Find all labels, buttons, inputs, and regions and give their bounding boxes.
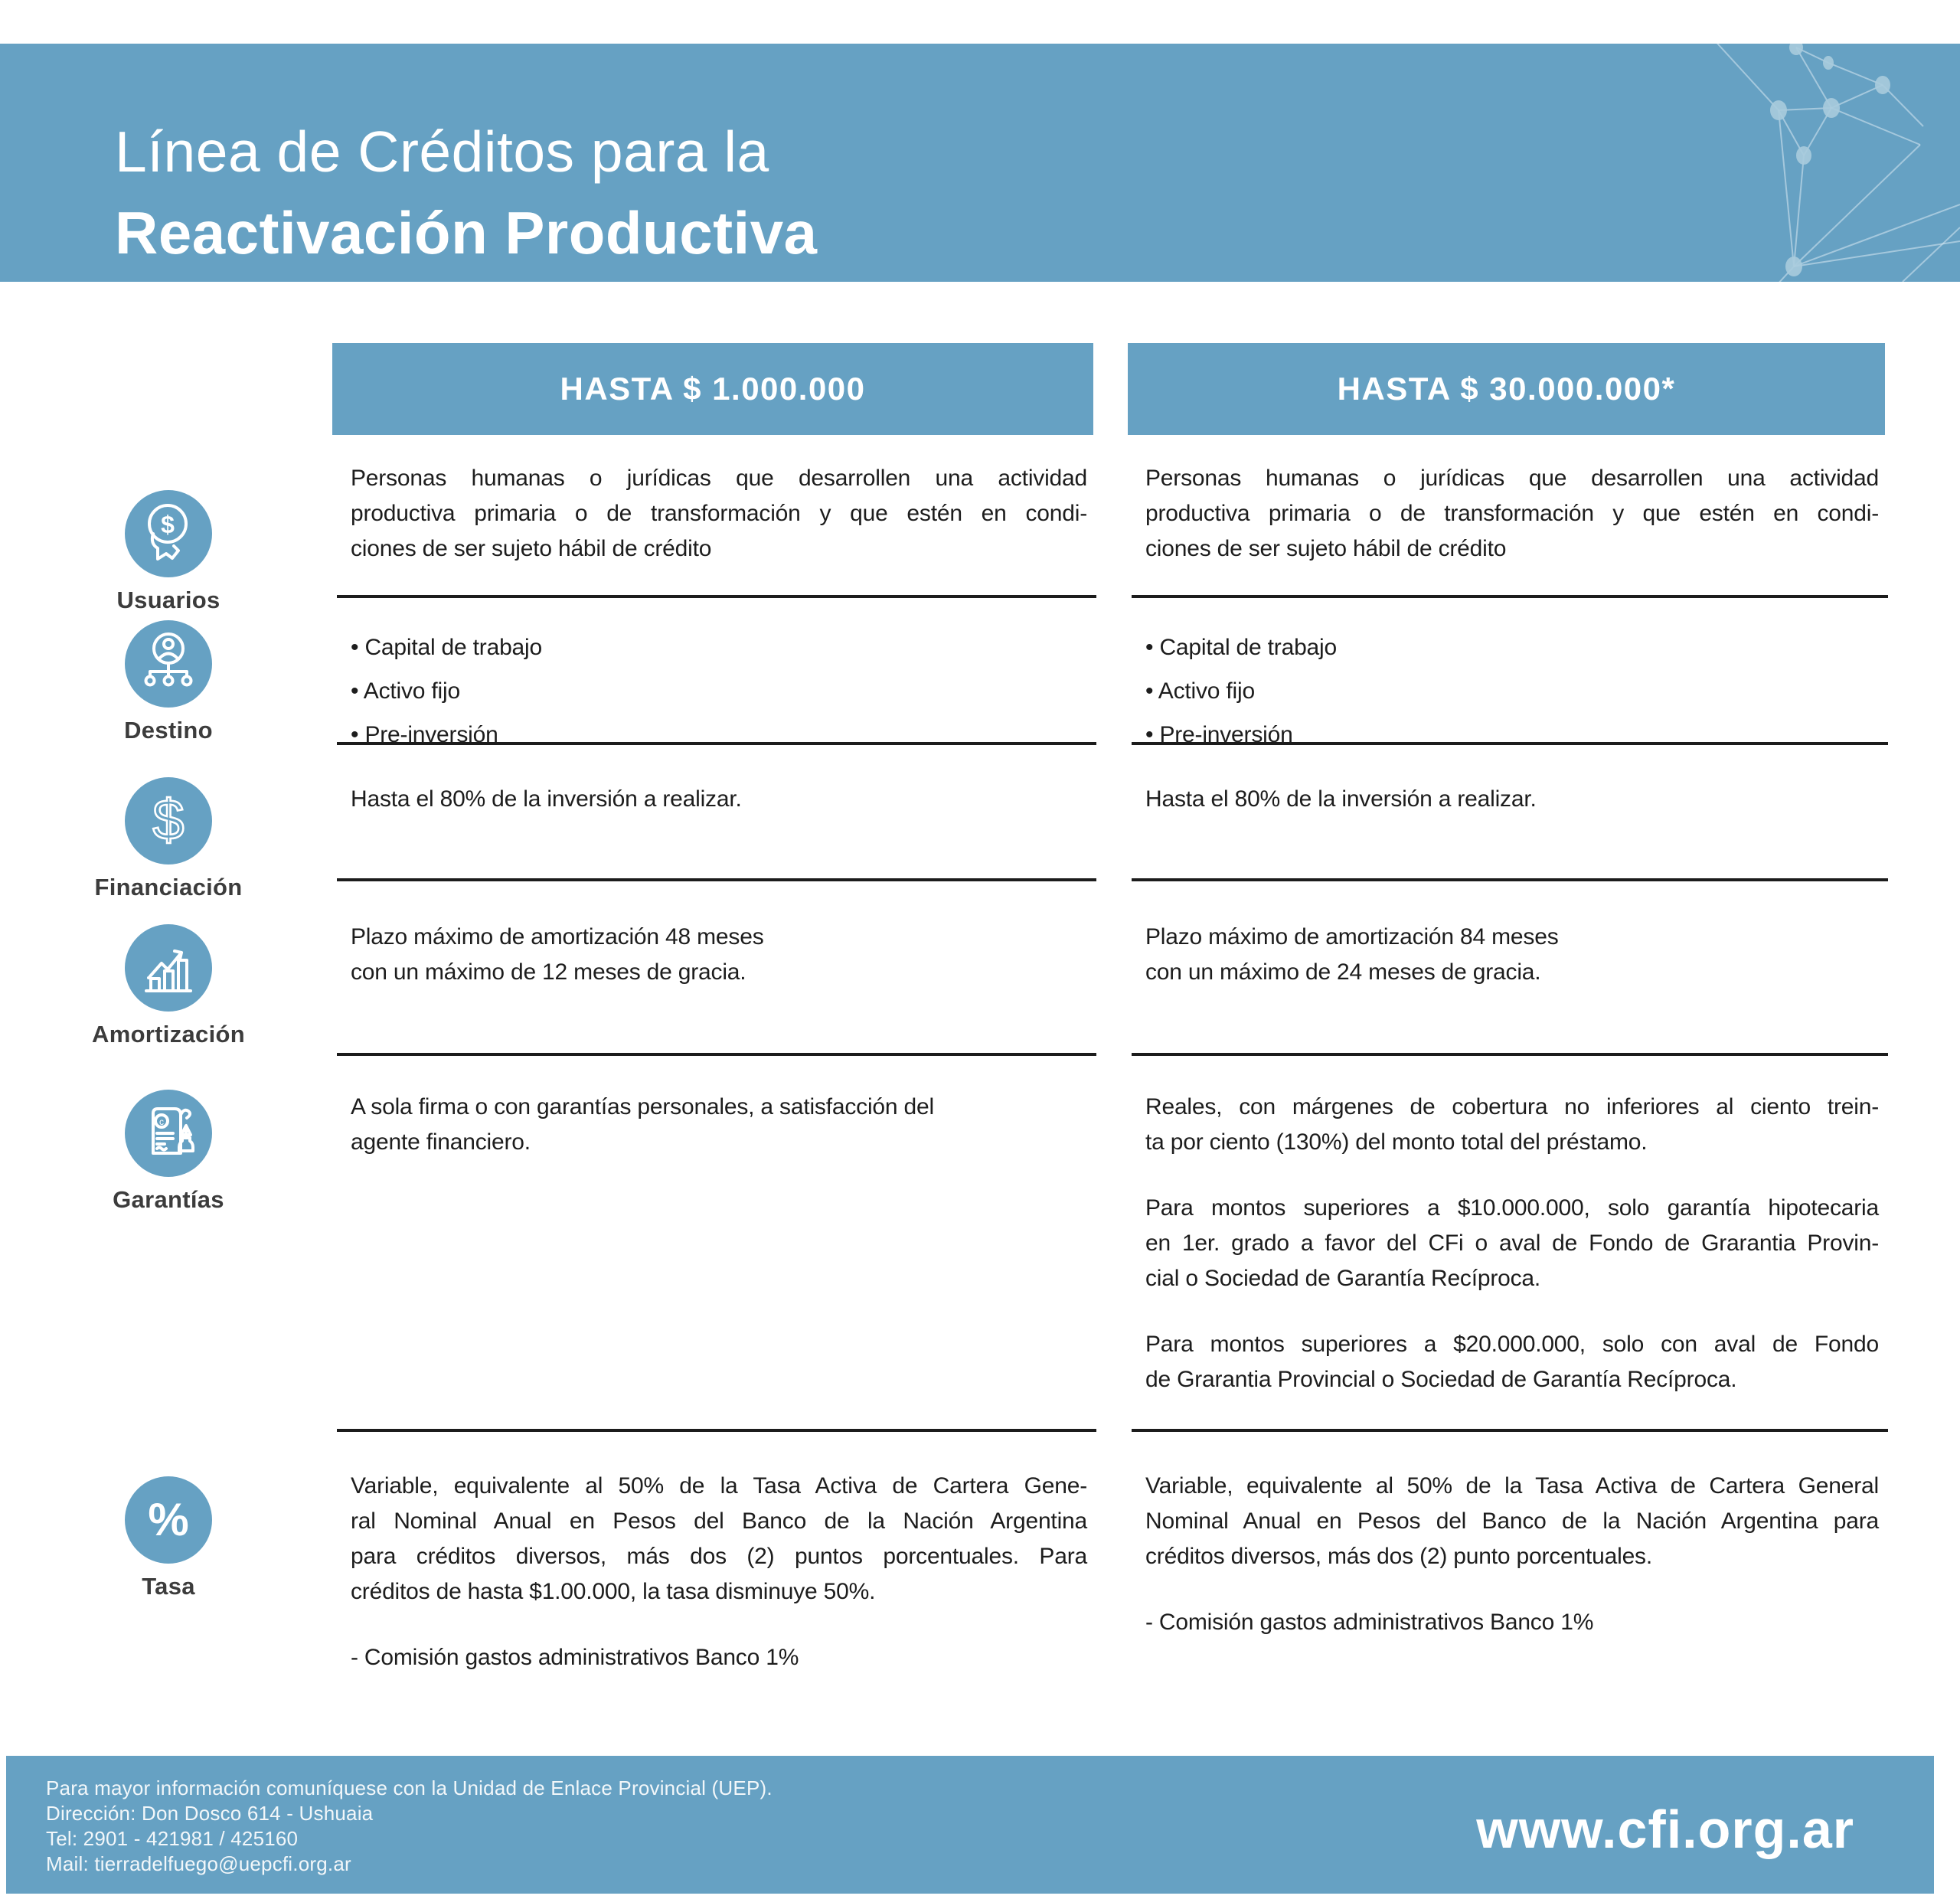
text-line: ciones de ser sujeto hábil de crédito: [1145, 536, 1507, 561]
text-line: • Activo fijo: [1145, 678, 1255, 704]
text-line: • Activo fijo: [351, 678, 460, 704]
text-line: productiva primaria o de transformación y que estén en condi-: [351, 501, 1087, 526]
row-icon-cell: [0, 452, 337, 613]
table-cell: [337, 742, 1096, 878]
paragraph: [1145, 782, 1879, 817]
comparison-table: [0, 452, 1960, 1754]
text-line: • Pre-inversión: [1145, 722, 1293, 747]
column-header-hasta-1m: HASTA $ 1.000.000: [332, 343, 1093, 435]
footer-line: Mail: tierradelfuego@uepcfi.org.ar: [46, 1852, 351, 1875]
paragraph: [1145, 1605, 1879, 1640]
text-line: de Grarantia Provincial o Sociedad de Garantía Recíproca.: [1145, 1367, 1737, 1392]
table-cell: [337, 595, 1096, 747]
table-cell: [1132, 1429, 1888, 1754]
text-line: • Capital de trabajo: [1145, 635, 1337, 660]
icon-wrap: [0, 878, 337, 1048]
paragraph: [1145, 920, 1879, 990]
row-icon-cell: [0, 1053, 337, 1429]
text-line: - Comisión gastos administrativos Banco 1%: [351, 1645, 799, 1670]
row-label: Tasa: [142, 1573, 195, 1600]
paragraph: [1145, 1090, 1879, 1160]
text-line: Plazo máximo de amortización 48 meses: [351, 924, 764, 950]
footer-contact-block: [46, 1776, 773, 1877]
paragraph: [351, 1640, 1087, 1675]
text-line: Nominal Anual en Pesos del Banco de la Nación Argentina para: [1145, 1508, 1879, 1534]
table-cell: [1132, 452, 1888, 595]
paragraph: [351, 782, 1087, 817]
text-line: con un máximo de 12 meses de gracia.: [351, 959, 746, 985]
table-row: [0, 595, 1960, 747]
column-header-hasta-30m: HASTA $ 30.000.000*: [1128, 343, 1885, 435]
row-icon-cell: [0, 742, 337, 900]
svg-text:c: c: [159, 1116, 164, 1127]
text-line: Para montos superiores a $10.000.000, solo garantía hipotecaria: [1145, 1195, 1879, 1221]
text-line: agente financiero.: [351, 1129, 531, 1155]
page-title-line1: Línea de Créditos para la: [115, 119, 769, 184]
text-line: en 1er. grado a favor del CFi o aval de Fondo de Grarantia Provin-: [1145, 1231, 1879, 1256]
text-line: Variable, equivalente al 50% de la Tasa Activa de Cartera Gene-: [351, 1473, 1087, 1499]
text-line: • Capital de trabajo: [351, 635, 542, 660]
paragraph: [1145, 1191, 1879, 1296]
text-line: A sola firma o con garantías personales, a satisfacción del: [351, 1094, 934, 1119]
row-icon-cell: [0, 878, 337, 1053]
document-pen-icon: [125, 1090, 212, 1177]
table-row: [0, 878, 1960, 1053]
text-line: Para montos superiores a $20.000.000, solo con aval de Fondo: [1145, 1332, 1879, 1357]
text-line: • Pre-inversión: [351, 722, 498, 747]
text-line: ta por ciento (130%) del monto total del préstamo.: [1145, 1129, 1648, 1155]
table-cell: [337, 878, 1096, 1053]
percent-icon: [125, 1476, 212, 1564]
text-line: créditos diversos, más dos (2) punto porcentuales.: [1145, 1544, 1652, 1569]
table-row: [0, 1053, 1960, 1429]
table-cell: [337, 452, 1096, 595]
footer-line: Para mayor información comuníquese con la Unidad de Enlace Provincial (UEP).: [46, 1776, 773, 1799]
paragraph: [1145, 1469, 1879, 1574]
text-line: Personas humanas o jurídicas que desarrollen una actividad: [1145, 466, 1879, 491]
paragraph: [1145, 626, 1879, 757]
paragraph: [351, 461, 1087, 567]
table-cell: [1132, 742, 1888, 878]
text-line: ciones de ser sujeto hábil de crédito: [351, 536, 712, 561]
page-title: [115, 111, 818, 273]
paragraph: [1145, 461, 1879, 567]
text-line: créditos de hasta $1.00.000, la tasa disminuye 50%.: [351, 1579, 876, 1604]
row-icon-cell: [0, 595, 337, 742]
paragraph: [351, 1090, 1087, 1160]
footer-line: Tel: 2901 - 421981 / 425160: [46, 1827, 299, 1850]
svg-text:$: $: [152, 788, 185, 851]
text-line: cial o Sociedad de Garantía Recíproca.: [1145, 1266, 1541, 1291]
text-line: productiva primaria o de transformación y que estén en condi-: [1145, 501, 1879, 526]
svg-text:%: %: [148, 1494, 189, 1545]
page-title-line2: Reactivación Productiva: [115, 199, 818, 266]
icon-wrap: [0, 1429, 337, 1600]
row-label: Financiación: [94, 874, 243, 900]
paragraph: [351, 1469, 1087, 1610]
table-cell: [1132, 595, 1888, 747]
footer-band: [6, 1756, 1934, 1894]
icon-wrap: [0, 742, 337, 901]
network-nodes-icon: [1638, 44, 1960, 282]
row-label: Usuarios: [116, 587, 220, 613]
growth-chart-icon: [125, 924, 212, 1012]
org-chart-icon: [125, 620, 212, 708]
text-line: con un máximo de 24 meses de gracia.: [1145, 959, 1541, 985]
text-line: Reales, con márgenes de cobertura no inferiores al ciento trein-: [1145, 1094, 1879, 1119]
head-dollar-icon: [125, 490, 212, 577]
text-line: Hasta el 80% de la inversión a realizar.: [1145, 786, 1537, 812]
paragraph: [1145, 1327, 1879, 1397]
table-cell: [1132, 1053, 1888, 1429]
row-icon-cell: [0, 1429, 337, 1754]
dollar-circle-icon: [125, 777, 212, 865]
table-cell: [337, 1053, 1096, 1429]
svg-text:$: $: [161, 511, 175, 538]
icon-wrap: [0, 1053, 337, 1214]
text-line: Personas humanas o jurídicas que desarrollen una actividad: [351, 466, 1087, 491]
text-line: Plazo máximo de amortización 84 meses: [1145, 924, 1559, 950]
text-line: Variable, equivalente al 50% de la Tasa Activa de Cartera General: [1145, 1473, 1879, 1499]
text-line: - Comisión gastos administrativos Banco 1%: [1145, 1610, 1594, 1635]
table-row: [0, 742, 1960, 900]
text-line: ral Nominal Anual en Pesos del Banco de la Nación Argentina: [351, 1508, 1087, 1534]
row-label: Amortización: [92, 1021, 245, 1048]
text-line: para créditos diversos, más dos (2) puntos porcentuales. Para: [351, 1544, 1087, 1569]
table-row: [0, 1429, 1960, 1754]
website-url: www.cfi.org.ar: [1476, 1799, 1854, 1859]
table-cell: [1132, 878, 1888, 1053]
row-label: Garantías: [113, 1186, 224, 1213]
paragraph: [351, 920, 1087, 990]
text-line: Hasta el 80% de la inversión a realizar.: [351, 786, 742, 812]
icon-wrap: [0, 595, 337, 744]
icon-wrap: [0, 452, 337, 614]
footer-line: Dirección: Don Dosco 614 - Ushuaia: [46, 1802, 374, 1825]
paragraph: [351, 626, 1087, 757]
row-label: Destino: [124, 717, 213, 744]
table-cell: [337, 1429, 1096, 1754]
table-row: [0, 452, 1960, 613]
header-band: [0, 44, 1960, 282]
